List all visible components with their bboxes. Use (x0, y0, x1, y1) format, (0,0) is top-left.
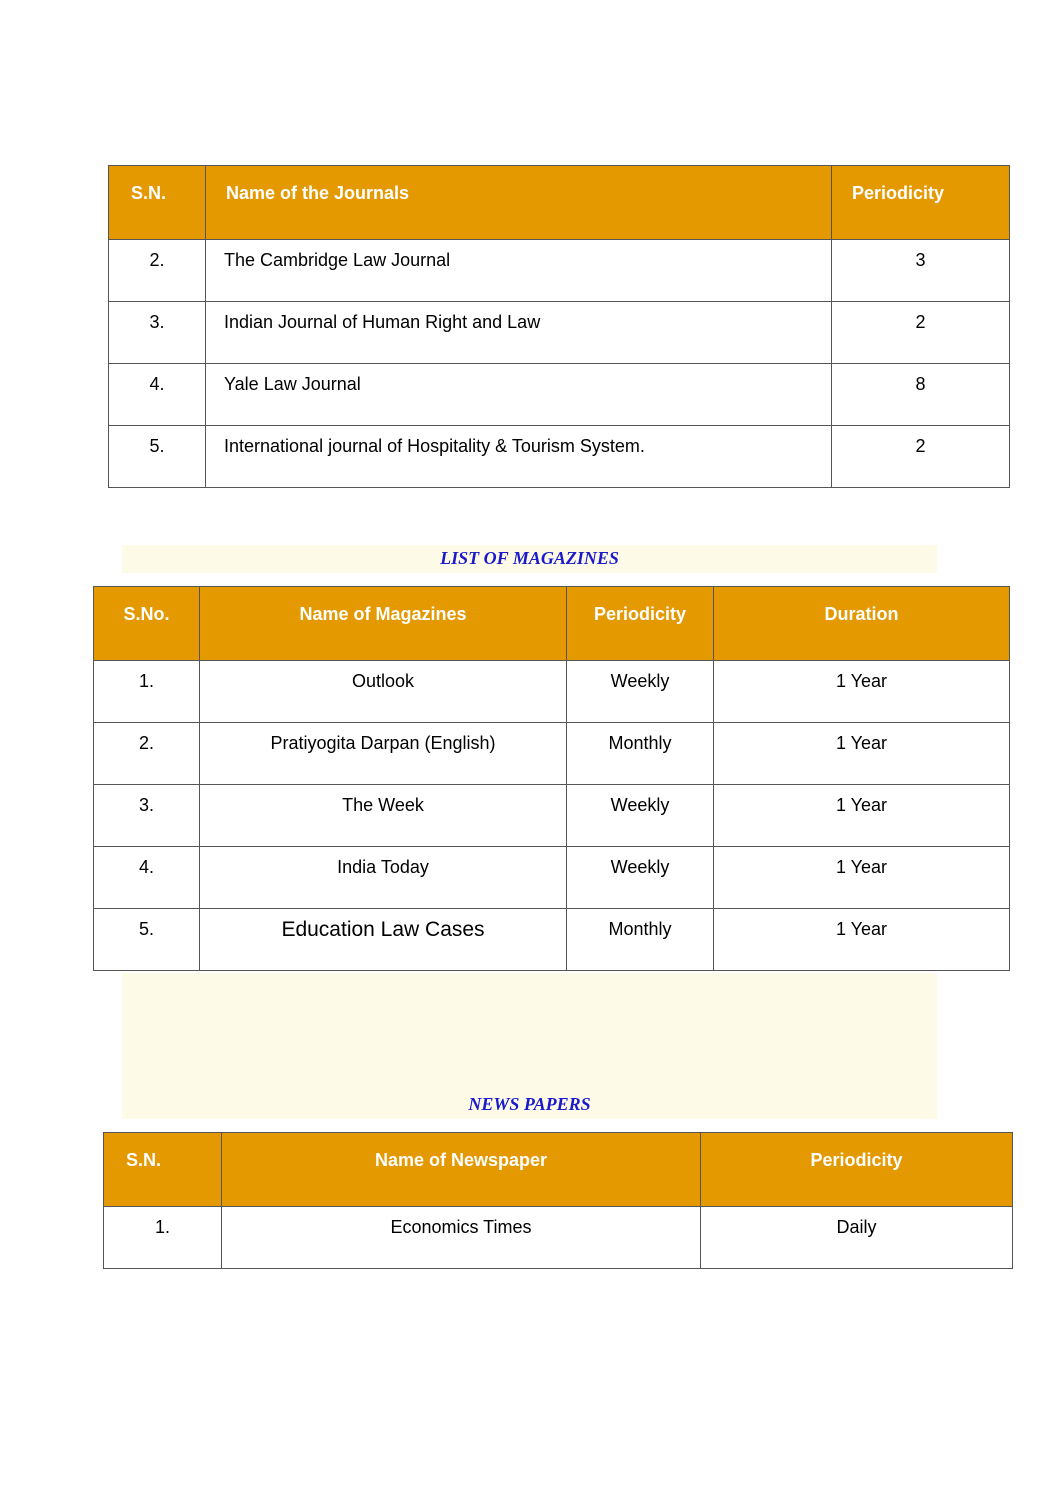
cell-sn: 5. (109, 426, 206, 488)
cell-name: The Week (200, 785, 567, 847)
cell-sn: 2. (94, 723, 200, 785)
column-header-sno: S.No. (94, 587, 200, 661)
table-row (94, 909, 1010, 971)
cell-periodicity: 2 (832, 426, 1010, 488)
cell-name: Indian Journal of Human Right and Law (206, 302, 832, 364)
cell-name: Outlook (200, 661, 567, 723)
magazines-heading: LIST OF MAGAZINES (440, 548, 619, 568)
cell-name: The Cambridge Law Journal (206, 240, 832, 302)
column-header-name: Name of the Journals (206, 166, 832, 240)
cell-periodicity: Monthly (567, 909, 714, 971)
cell-periodicity: Monthly (567, 723, 714, 785)
magazines-table (93, 586, 1010, 971)
cell-duration: 1 Year (714, 847, 1010, 909)
cell-periodicity: Daily (701, 1207, 1013, 1269)
table-header-row (94, 587, 1010, 661)
column-header-sn: S.N. (104, 1133, 222, 1207)
column-header-duration: Duration (714, 587, 1010, 661)
table-row (109, 426, 1010, 488)
column-header-name: Name of Magazines (200, 587, 567, 661)
cell-name: International journal of Hospitality & Tourism System. (206, 426, 832, 488)
column-header-name: Name of Newspaper (222, 1133, 701, 1207)
cell-sn: 4. (109, 364, 206, 426)
column-header-sn: S.N. (109, 166, 206, 240)
table-row (104, 1207, 1013, 1269)
cell-sn: 3. (94, 785, 200, 847)
cell-name: Economics Times (222, 1207, 701, 1269)
table-header-row (109, 166, 1010, 240)
column-header-periodicity: Periodicity (832, 166, 1010, 240)
cell-sn: 3. (109, 302, 206, 364)
table-row (94, 847, 1010, 909)
table-row (109, 240, 1010, 302)
cell-name: Yale Law Journal (206, 364, 832, 426)
cell-periodicity: Weekly (567, 661, 714, 723)
cell-name: Pratiyogita Darpan (English) (200, 723, 567, 785)
table-row (94, 785, 1010, 847)
cell-duration: 1 Year (714, 785, 1010, 847)
column-header-periodicity: Periodicity (701, 1133, 1013, 1207)
cell-sn: 4. (94, 847, 200, 909)
cell-name: India Today (200, 847, 567, 909)
cell-periodicity: 2 (832, 302, 1010, 364)
cell-sn: 1. (104, 1207, 222, 1269)
cell-duration: 1 Year (714, 661, 1010, 723)
table-row (109, 302, 1010, 364)
cell-duration: 1 Year (714, 723, 1010, 785)
cell-periodicity: 8 (832, 364, 1010, 426)
table-row (109, 364, 1010, 426)
cell-periodicity: Weekly (567, 847, 714, 909)
cell-duration: 1 Year (714, 909, 1010, 971)
journals-table (108, 165, 1010, 488)
table-row (94, 723, 1010, 785)
cell-sn: 2. (109, 240, 206, 302)
cell-periodicity: 3 (832, 240, 1010, 302)
table-row (94, 661, 1010, 723)
cell-periodicity: Weekly (567, 785, 714, 847)
cell-sn: 5. (94, 909, 200, 971)
table-header-row (104, 1133, 1013, 1207)
cell-name: Education Law Cases (200, 909, 567, 971)
cell-sn: 1. (94, 661, 200, 723)
newspapers-table (103, 1132, 1013, 1269)
newspapers-heading: NEWS PAPERS (468, 1094, 591, 1114)
column-header-periodicity: Periodicity (567, 587, 714, 661)
